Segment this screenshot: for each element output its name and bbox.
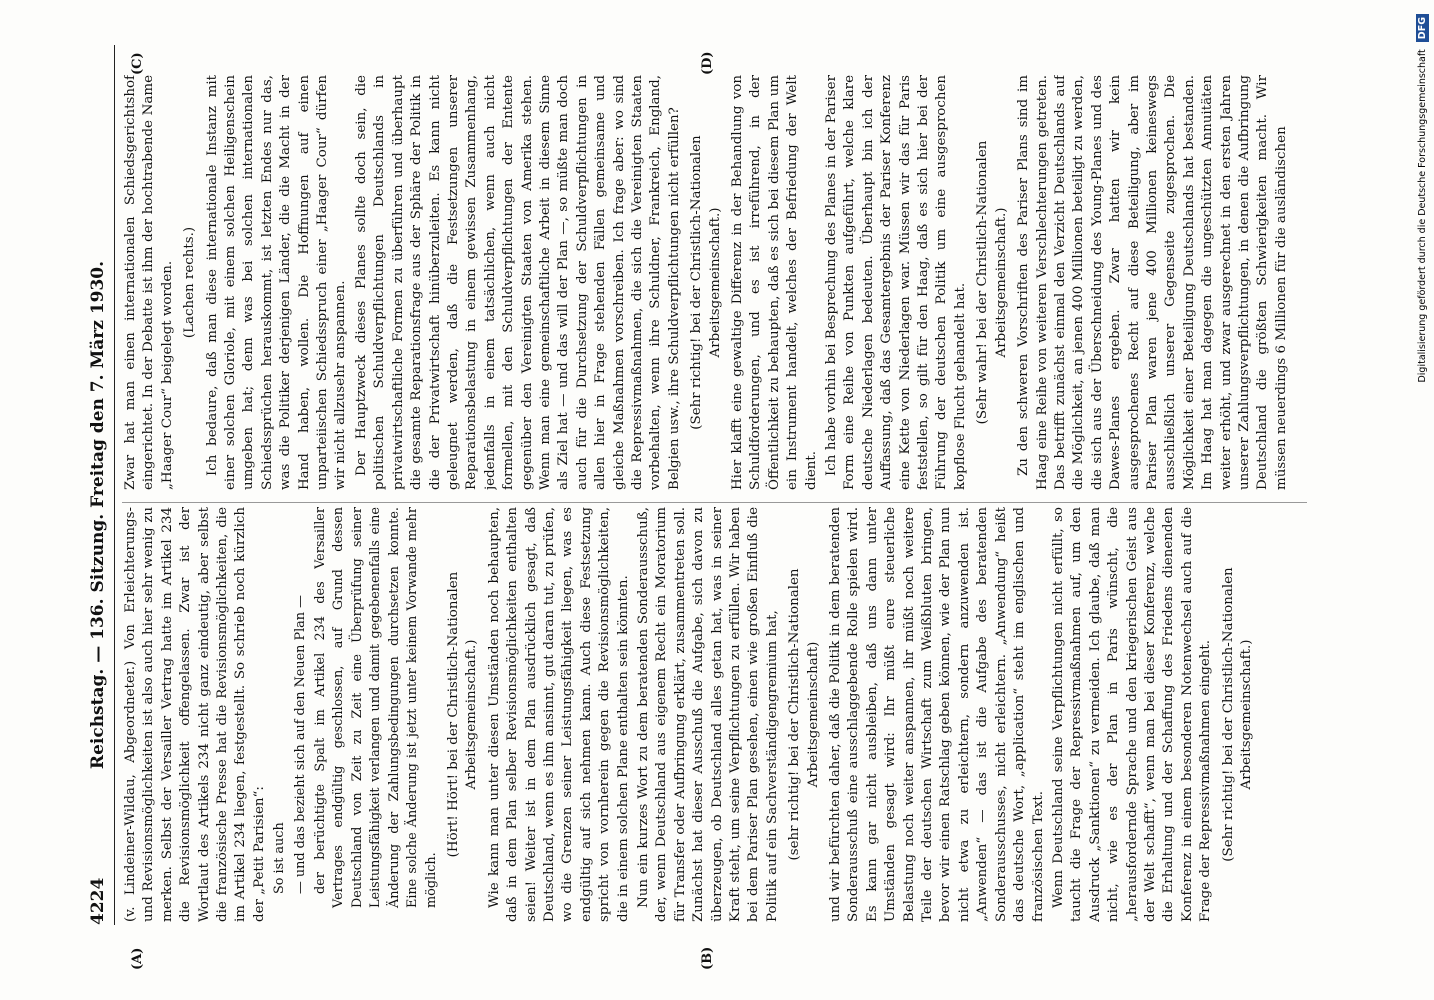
right-interjection-2: (Sehr richtig! bei der Christlich-Nationalen Arbeitsgemeinschaft.) xyxy=(689,135,723,430)
right-interjection-3: (Sehr wahr! bei der Christlich-Nationalen Arbeitsgemeinschaft.) xyxy=(975,140,1009,425)
session-title: Reichstag. — 136. Sitzung. Freitag den 7. März 1930. xyxy=(88,260,108,770)
left-paragraph-3: — und das bezieht sich auf den Neuen Plan — xyxy=(292,595,308,894)
margin-mark-a: (A) xyxy=(130,947,145,970)
left-interjection-3: (Sehr richtig! bei der Christlich-Nationalen Arbeitsgemeinschaft.) xyxy=(1220,567,1254,862)
right-interjection-1: (Lachen rechts.) xyxy=(182,226,198,339)
margin-mark-d: (D) xyxy=(700,51,715,75)
right-paragraph-5: Ich habe vorhin bei Besprechung des Planes in der Pariser Form eine Reihe von Punkten aufgeführt, welche klare deutsche Niederlagen bedeuten. Überhaupt bin ich der Auffassung, daß das Gesamtergebnis der Pariser Konferenz eine Kette von Niederlagen war. Müssen wir das für Paris feststellen, so gilt für den Haag, daß es sich hier bei der Führung der deutschen Politik um eine ausgesprochen kopflose Flucht gehandelt hat. xyxy=(824,75,968,490)
right-paragraph-1: Zwar hat man einen internationalen Schiedsgerichtshof eingerichtet. In der Debatte ist ihm der hochtrabende Name „Haager Cour“ beigelegt worden. xyxy=(123,75,175,490)
left-paragraph-1: (v. Lindeiner-Wildau, Abgeordneter.) Von Erleichterungs- und Revisionsmöglichkeiten ist also auch hier sehr wenig zu merken. Selbst der Versailler Vertrag hatte im Artikel 234 die Revisionsmöglichkeit offengelassen. Zwar ist der Wortlaut des Artikels 234 nicht ganz eindeutig, aber selbst die französische Presse hat die Revisionsmöglichkeiten, die im Artikel 234 liegen, festgestellt. So schrieb noch kürzlich der „Petit Parisien“: xyxy=(123,507,267,922)
left-paragraph-6: und wir befürchten daher, daß die Politik in dem beratenden Sonderausschuß eine ausschlaggebende Rolle spielen wird. Es kann gar nicht ausbleiben, daß uns dann unter Umständen gesagt wird: Ihr müßt eure steuerliche Belastung noch weiter anspannen, ihr müßt noch weitere Teile der deutschen Wirtschaft zum Weißbluten bringen, bevor wir einen Ratschlag geben können, wie der Plan nun nicht etwa zu erleichtern, sondern anzuwenden ist. „Anwenden“ — das ist die Aufgabe des beratenden Sonderausschusses, nicht erleichtern. „Anwendung“ heißt das deutsche Wort, „application“ steht im englischen und französischen Text. xyxy=(828,507,1046,922)
left-interjection-2: (sehr richtig! bei der Christlich-Nationalen Arbeitsgemeinschaft) xyxy=(787,568,821,861)
right-text-column xyxy=(122,75,1312,490)
page-number: 4224 xyxy=(88,877,108,925)
right-paragraph-4: Hier klafft eine gewaltige Differenz in der Behandlung von Schuldforderungen, und es ist irreführend, in der Öffentlichkeit zu behaupten, daß es sich bei diesem Plan um ein Instrument handelt, welches der Befriedung der Welt dient. xyxy=(730,75,819,490)
left-interjection-1: (Hört! Hört! bei der Christlich-Nationalen Arbeitsgemeinschaft.) xyxy=(445,571,480,858)
right-paragraph-6: Zu den schweren Vorschriften des Pariser Plans sind im Haag eine Reihe von weiteren Verschlechterungen getreten. Das betrifft zunächst einmal den Verzicht Deutschlands auf die Möglichkeit, an jenen 400 Millionen beteiligt zu werden, die sich aus der Überschneidung des Young-Planes und des Dawes-Planes ergeben. Zwar hatten wir kein ausgesprochenes Recht auf diese Beteiligung, aber im Pariser Plan waren jene 400 Millionen keineswegs ausschließlich unserer Gegenseite zugesprochen. Die Möglichkeit einer Beteiligung Deutschlands hat bestanden. Im Haag hat man dagegen die ungeschützten Annuitäten weiter erhöht, und zwar ausgerechnet in den ersten Jahren unserer Zahlungsverpflichtungen, in denen die Aufbringung Deutschland die größten Schwierigkeiten macht. Wir müssen neuerdings 6 Millionen für die ausländischen xyxy=(1016,75,1289,490)
right-paragraph-2: Ich bedaure, daß man diese internationale Instanz mit einer solchen Gloriole, mit einem solchen Heiligenschein umgeben hat; denn was bei solchen internationalen Schiedssprüchen herauskommt, ist letzten Endes nur das, was die Politiker derjenigen Länder, die die Macht in der Hand haben, wollen. Die Hoffnungen auf einen unparteiischen Schiedsspruch einer „Haager Cour“ dürfen wir nicht allzusehr anspannen. xyxy=(204,75,349,490)
dfg-logo: DFG xyxy=(1416,14,1429,42)
left-quote: der berüchtigte Spalt im Artikel 234 des Versailler Vertrages endgültig geschlossen, auf Grund dessen Deutschland von Zeit zu Zeit eine Überprüfung seiner Leistungsfähigkeit verlangen und damit gegebenenfalls eine Änderung der Zahlungsbedingungen durchsetzen konnte. Eine solche Änderung ist jetzt unter keinem Vorwande mehr möglich. xyxy=(313,507,439,908)
right-paragraph-3: Der Hauptzweck dieses Planes sollte doch sein, die politischen Schuldverpflichtungen Deutschlands in privatwirtschaftliche Formen zu überführen und überhaupt die gesamte Reparationsfrage aus der Sphäre der Politik in die der Privatwirtschaft hinüberzuleiten. Es kann nicht geleugnet werden, daß die Festsetzungen unserer Reparationsbelastung in einem gewissen Zusammenhang, jedenfalls in einem tatsächlichen, wenn auch nicht formellen, mit den Schuldverpflichtungen der Entente gegenüber den Vereinigten Staaten von Amerika stehen. Wenn man eine gemeinschaftliche Arbeit in diesem Sinne als Ziel hat — und das will der Plan —, so müßte man doch auch für die Durchsetzung der Schuldverpflichtungen in allen hier in Frage stehenden Fällen gemeinsame und gleiche Maßnahmen vorschreiben. Ich frage aber: wo sind die Repressivmaßnahmen, die sich die Vereinigten Staaten vorbehalten, wenn ihre Schuldner, Frankreich, England, Belgien usw., ihre Schuldverpflichtungen nicht erfüllen? xyxy=(353,75,682,490)
digitization-credit-strip xyxy=(1412,0,1434,1000)
digitization-credit-text: Digitalisierung gefördert durch die Deutsche Forschungsgemeinschaft xyxy=(1417,49,1428,383)
column-divider xyxy=(122,502,1307,503)
left-paragraph-4: Wie kann man unter diesen Umständen noch behaupten, daß in dem Plan selber Revisionsmöglichkeiten enthalten seien! Weiter ist in dem Plan ausdrücklich gesagt, daß Deutschland, wenn es ihm ansinnt, gut daran tut, zu prüfen, wo die Grenzen seiner Leistungsfähigkeit liegen, was es endgültig auf sich nehmen kann. Auch diese Festsetzung spricht von vornherein gegen die Revisionsmöglichkeiten, die in einem solchen Plane enthalten sein könnten. xyxy=(486,507,631,922)
left-paragraph-7: Wenn Deutschland seine Verpflichtungen nicht erfüllt, so taucht die Frage der Repressivmaßnahmen auf, um den Ausdruck „Sanktionen“ zu vermeiden. Ich glaube, daß man nicht, wie es der Plan in Paris wünscht, die „herausfordernde Sprache und den kriegerischen Geist aus der Welt schafft“, wenn man bei dieser Konferenz, welche die Erhaltung und der Schaffung des Friedens dienenden Konferenz in einem besonderen Notenwechsel auch auf die Frage der Repressivmaßnahmen eingeht. xyxy=(1050,507,1214,922)
left-text-column xyxy=(122,507,1312,922)
left-paragraph-5: Nun ein kurzes Wort zu dem beratenden Sonderausschuß, der, wenn Deutschland aus eigenem Recht ein Moratorium für Transfer oder Aufbringung erklärt, zusammentreten soll. Zunächst hat dieser Ausschuß die Aufgabe, sich davon zu überzeugen, ob Deutschland alles getan hat, was in seiner Kraft steht, um seine Verpflichtungen zu erfüllen. Wir haben bei dem Pariser Plan gesehen, einen wie großen Einfluß die Politik auf ein Sachverständigengremium hat, xyxy=(635,507,780,922)
margin-mark-b: (B) xyxy=(700,946,715,970)
margin-mark-c: (C) xyxy=(130,52,145,75)
left-paragraph-2: So ist auch xyxy=(272,822,288,894)
page-header xyxy=(88,45,115,925)
